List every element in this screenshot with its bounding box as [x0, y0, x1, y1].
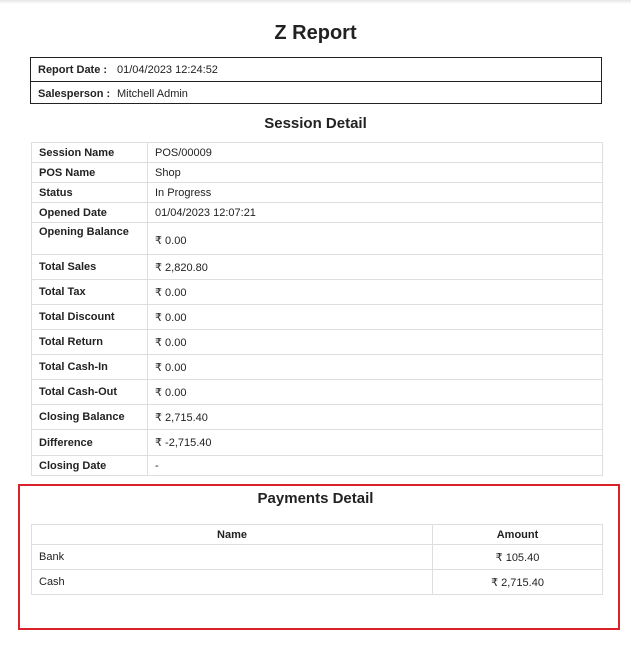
- table-row: [32, 255, 603, 280]
- salesperson-label: Salesperson :: [38, 87, 111, 100]
- table-row: [32, 405, 603, 430]
- report-title: Z Report: [274, 22, 357, 44]
- table-row: [32, 183, 603, 203]
- table-row: [32, 570, 603, 595]
- session-value: 01/04/2023 12:07:21: [148, 203, 603, 223]
- report-date-row: [31, 58, 601, 81]
- session-value: ₹ 2,820.80: [148, 255, 603, 280]
- report-date-value: 01/04/2023 12:24:52: [117, 63, 218, 76]
- session-label: Opening Balance: [32, 223, 148, 255]
- table-row: [32, 203, 603, 223]
- payment-name: Cash: [32, 570, 433, 595]
- session-detail-table: [31, 142, 603, 476]
- session-label: Closing Date: [32, 456, 148, 476]
- column-header-name: Name: [32, 525, 433, 545]
- payments-detail-title: Payments Detail: [257, 490, 374, 507]
- table-row: [32, 456, 603, 476]
- table-row: [32, 430, 603, 456]
- payment-amount: ₹ 105.40: [433, 545, 603, 570]
- session-value: ₹ 0.00: [148, 305, 603, 330]
- table-row: [32, 280, 603, 305]
- salesperson-row: [31, 81, 601, 105]
- session-value: POS/00009: [148, 143, 603, 163]
- report-date-label: Report Date :: [38, 63, 108, 76]
- session-label: POS Name: [32, 163, 148, 183]
- session-value: ₹ 0.00: [148, 280, 603, 305]
- table-header-row: [32, 525, 603, 545]
- session-value: ₹ 2,715.40: [148, 405, 603, 430]
- session-label: Total Discount: [32, 305, 148, 330]
- table-row: [32, 305, 603, 330]
- table-row: [32, 545, 603, 570]
- session-label: Total Cash-In: [32, 355, 148, 380]
- column-header-amount: Amount: [433, 525, 603, 545]
- session-value: ₹ 0.00: [148, 380, 603, 405]
- table-row: [32, 163, 603, 183]
- session-value: ₹ 0.00: [148, 223, 603, 255]
- table-row: [32, 380, 603, 405]
- session-value: ₹ 0.00: [148, 330, 603, 355]
- session-label: Total Cash-Out: [32, 380, 148, 405]
- session-value: In Progress: [148, 183, 603, 203]
- session-label: Closing Balance: [32, 405, 148, 430]
- payment-amount: ₹ 2,715.40: [433, 570, 603, 595]
- session-value: Shop: [148, 163, 603, 183]
- table-row: [32, 330, 603, 355]
- salesperson-value: Mitchell Admin: [117, 87, 188, 100]
- session-value: ₹ 0.00: [148, 355, 603, 380]
- session-label: Session Name: [32, 143, 148, 163]
- payments-detail-table: [31, 524, 603, 595]
- session-detail-title: Session Detail: [264, 115, 367, 132]
- table-row: [32, 355, 603, 380]
- table-row: [32, 223, 603, 255]
- session-label: Total Tax: [32, 280, 148, 305]
- session-value: -: [148, 456, 603, 476]
- session-label: Difference: [32, 430, 148, 456]
- top-shadow: [0, 0, 631, 4]
- table-row: [32, 143, 603, 163]
- session-label: Total Sales: [32, 255, 148, 280]
- session-label: Total Return: [32, 330, 148, 355]
- session-value: ₹ -2,715.40: [148, 430, 603, 456]
- report-header-box: [30, 57, 602, 104]
- session-label: Status: [32, 183, 148, 203]
- session-label: Opened Date: [32, 203, 148, 223]
- payment-name: Bank: [32, 545, 433, 570]
